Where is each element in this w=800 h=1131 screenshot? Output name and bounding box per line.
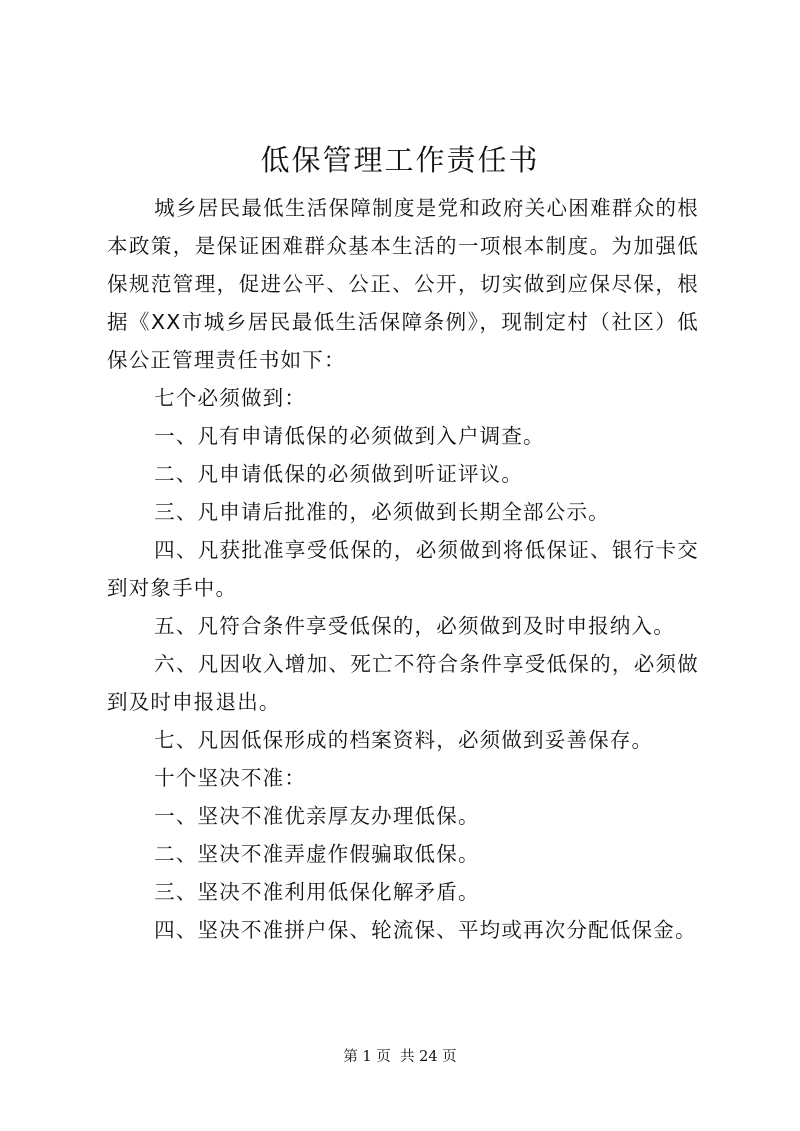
page-number-label: 第 1 页 共 24 页 — [343, 1049, 457, 1065]
prohibition-item-2: 二、坚决不准弄虚作假骗取低保。 — [154, 842, 480, 866]
must-do-item-2: 二、凡申请低保的必须做到听证评议。 — [154, 462, 524, 486]
intro-paragraph: 城乡居民最低生活保障制度是党和政府关心困难群众的根本政策，是保证困难群众基本生活的一项根本制度。为加强低保规范管理，促进公平、公正、公开，切实做到应保尽保，根据《XX市城乡居民最低生活保障条例》，现制定村（社区）低保公正管理责任书如下： — [107, 196, 699, 372]
section-heading-must-do: 七个必须做到： — [154, 386, 307, 410]
page-footer — [0, 1047, 800, 1067]
must-do-item-7: 七、凡因低保形成的档案资料，必须做到妥善保存。 — [154, 728, 654, 752]
document-body — [107, 189, 699, 949]
prohibition-item-3: 三、坚决不准利用低保化解矛盾。 — [154, 880, 480, 904]
must-do-item-6: 六、凡因收入增加、死亡不符合条件享受低保的，必须做到及时申报退出。 — [107, 652, 699, 714]
section-heading-prohibitions: 十个坚决不准： — [154, 766, 307, 790]
prohibition-item-4: 四、坚决不准拼户保、轮流保、平均或再次分配低保金。 — [154, 918, 697, 942]
document-title: 低保管理工作责任书 — [260, 143, 540, 177]
must-do-item-4: 四、凡获批准享受低保的，必须做到将低保证、银行卡交到对象手中。 — [107, 538, 699, 600]
must-do-item-5: 五、凡符合条件享受低保的，必须做到及时申报纳入。 — [154, 614, 675, 638]
must-do-item-1: 一、凡有申请低保的必须做到入户调查。 — [154, 424, 545, 448]
prohibition-item-1: 一、坚决不准优亲厚友办理低保。 — [154, 804, 480, 828]
must-do-item-3: 三、凡申请后批准的，必须做到长期全部公示。 — [154, 500, 610, 524]
